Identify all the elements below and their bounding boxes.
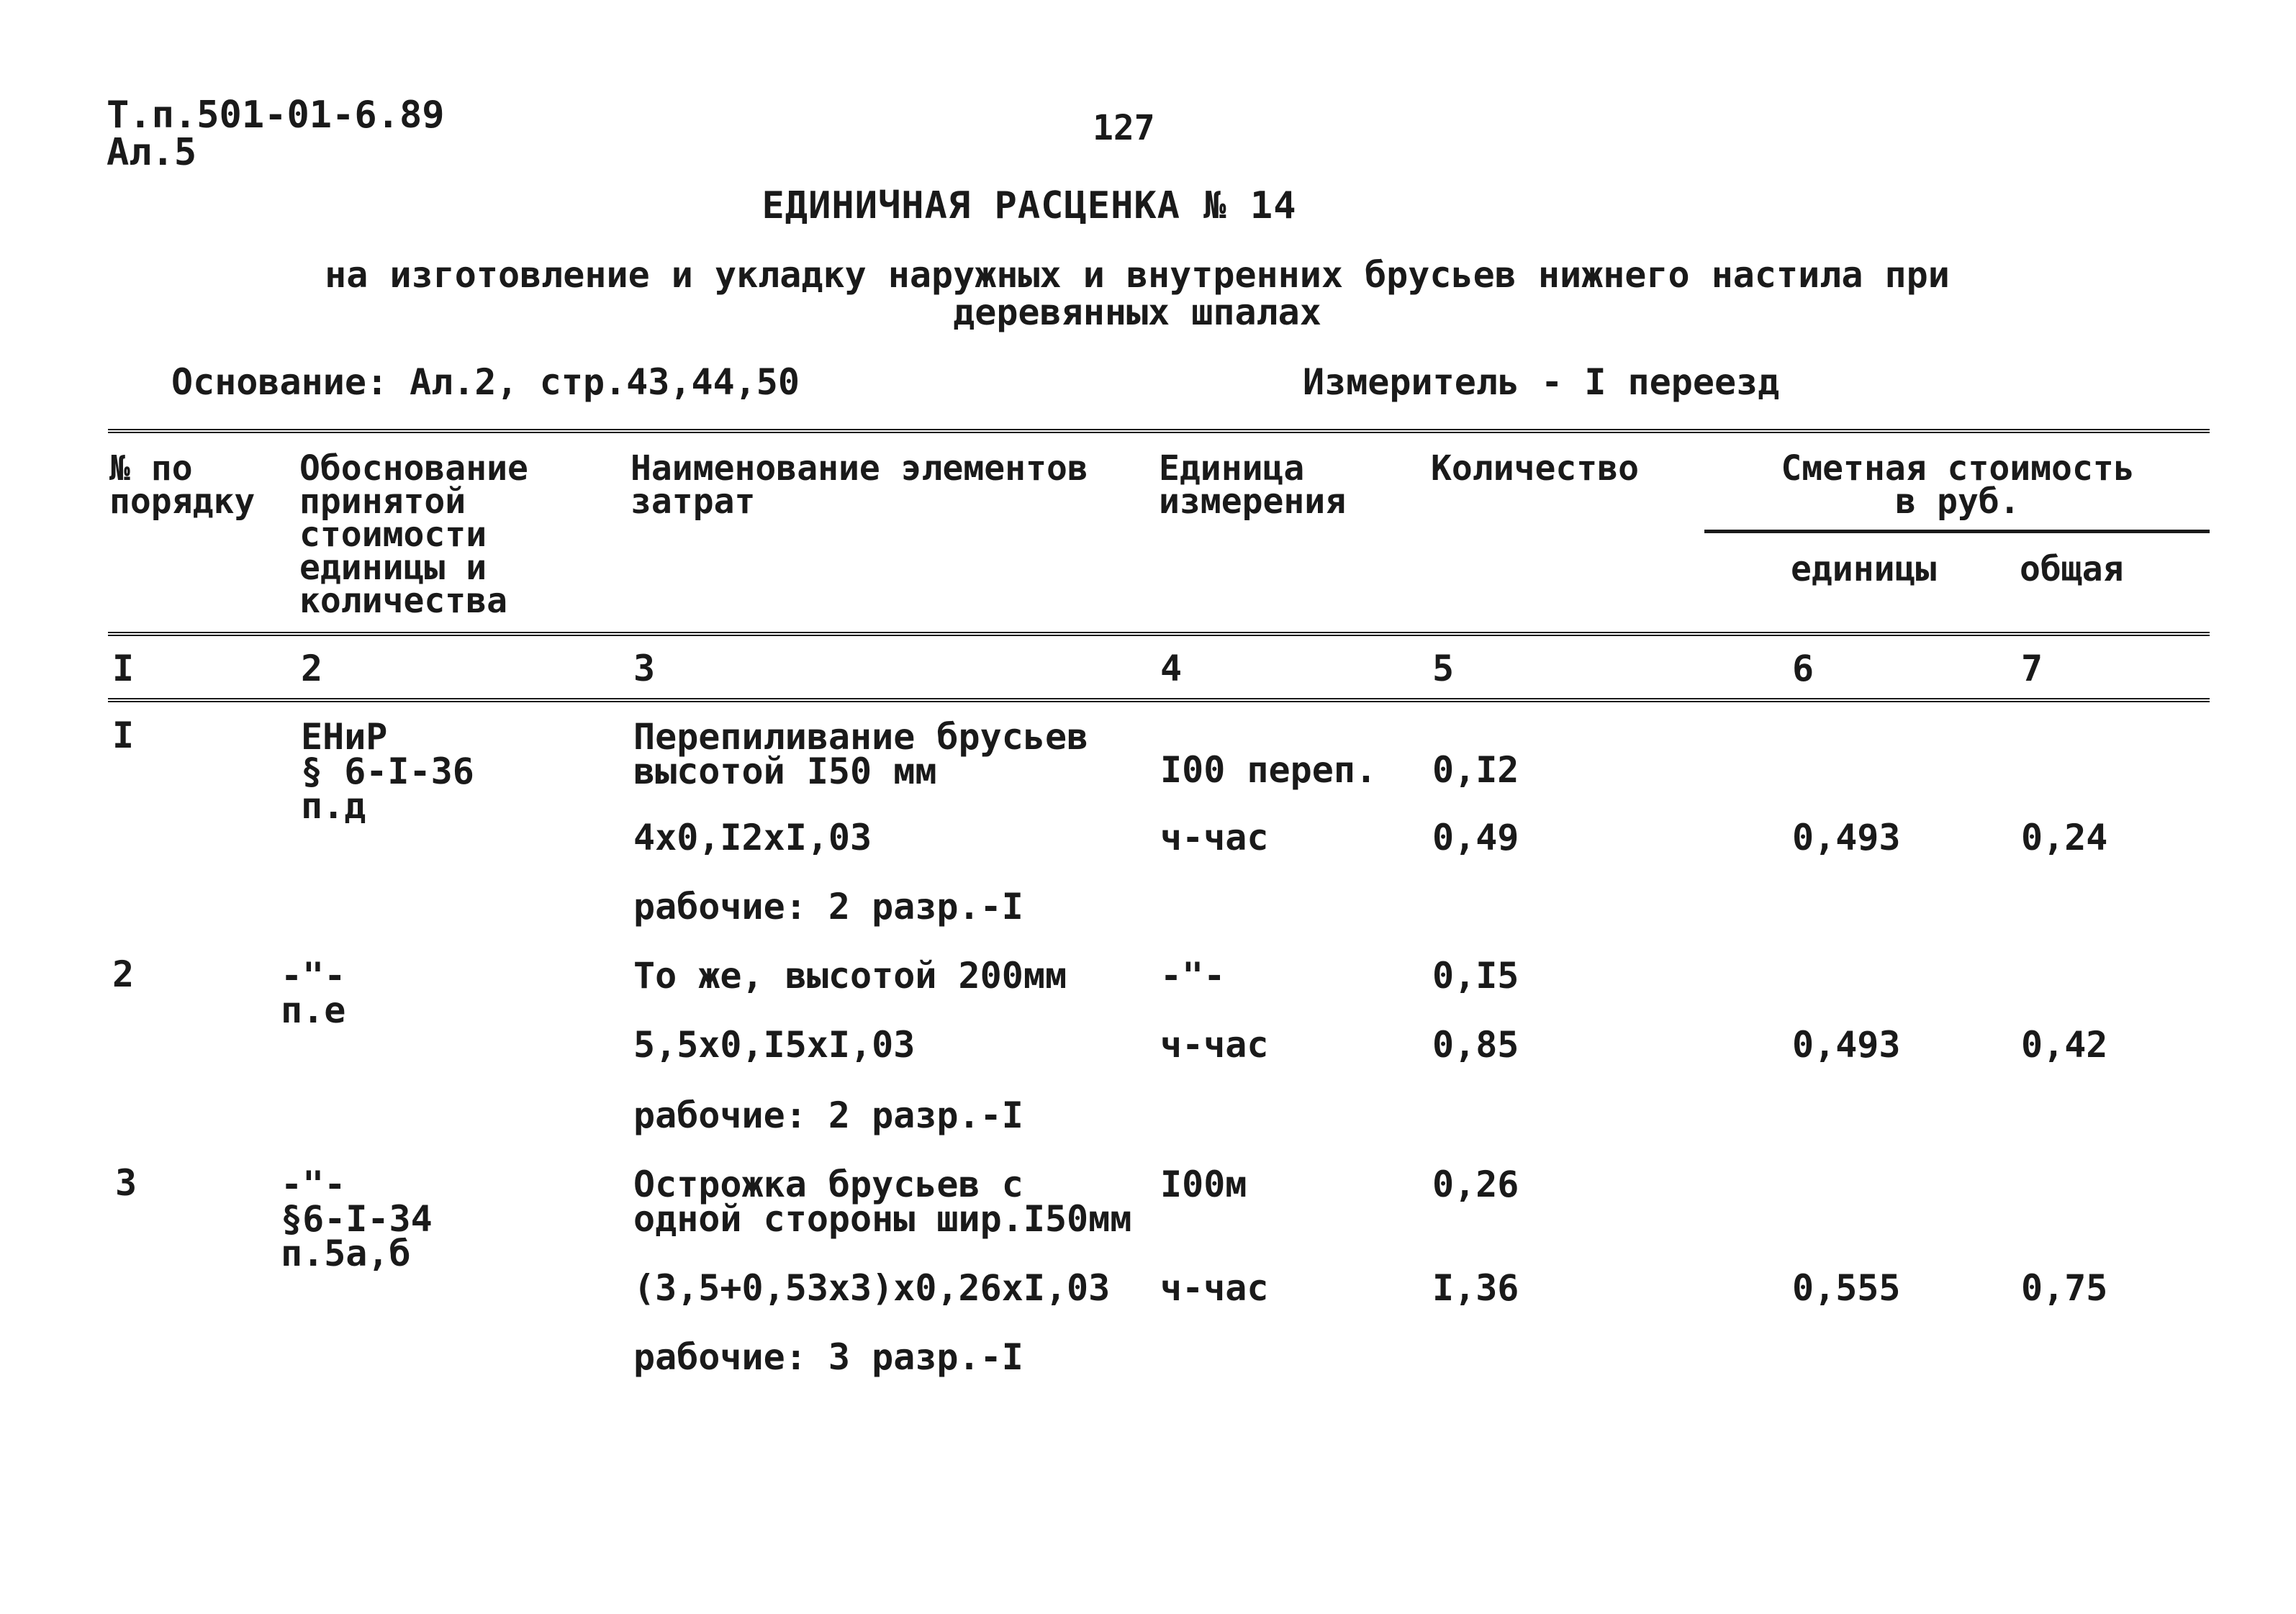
column-number: 4 (1160, 648, 1183, 689)
row-unit: -"- (1160, 955, 1226, 997)
cost-group-rule (1704, 530, 2210, 533)
measure-text: Измеритель - I переезд (1303, 361, 1780, 403)
row-basis: -"- п.е (281, 955, 346, 1031)
row-name: Перепиливание брусьев высотой I50 мм (633, 716, 1089, 792)
column-number: 7 (2021, 648, 2043, 689)
row-name: 4х0,I2хI,03 (633, 817, 872, 858)
row-unit: ч-час (1160, 1267, 1269, 1309)
row-name: рабочие: 2 разр.-I (633, 1094, 1023, 1136)
header-col-unit: Единица измерения (1159, 448, 1347, 522)
row-name: (3,5+0,53х3)х0,26хI,03 (633, 1267, 1111, 1309)
column-number: 3 (633, 648, 656, 689)
row-total: 0,75 (2021, 1267, 2108, 1309)
header-col-basis: Обоснование принятой стоимости единицы и количества (299, 448, 528, 621)
row-quantity: 0,49 (1432, 817, 1519, 858)
header-col-quantity: Количество (1431, 448, 1639, 489)
header-col-unit-cost: единицы (1791, 549, 1937, 589)
column-number: 2 (301, 648, 323, 689)
column-numbers-rule (108, 698, 2210, 705)
row-name: 5,5х0,I5хI,03 (633, 1024, 916, 1066)
row-quantity: I,36 (1432, 1267, 1519, 1309)
row-quantity: 0,I2 (1432, 749, 1519, 791)
row-name: Острожка брусьев с одной стороны шир.I50мм (633, 1164, 1132, 1240)
row-quantity: 0,I5 (1432, 955, 1519, 997)
row-unit: ч-час (1160, 817, 1269, 858)
row-quantity: 0,85 (1432, 1024, 1519, 1066)
row-unit: ч-час (1160, 1024, 1269, 1066)
document-title: ЕДИНИЧНАЯ РАСЦЕНКА № 14 (761, 184, 1297, 227)
header-col-total: общая (2020, 549, 2124, 589)
document-subtitle: на изготовление и укладку наружных и внутренних брусьев нижнего настила при деревянных шпалах (325, 254, 1950, 333)
row-name: То же, высотой 200мм (633, 955, 1067, 997)
row-quantity: 0,26 (1432, 1164, 1519, 1205)
row-unit-cost: 0,493 (1792, 817, 1901, 858)
column-number: I (112, 648, 135, 689)
row-basis: ЕНиР § 6-I-36 п.д (301, 716, 474, 827)
row-name: рабочие: 3 разр.-I (633, 1336, 1023, 1378)
header-cost-group: Сметная стоимость в руб. (1781, 448, 2135, 522)
row-number: I (112, 715, 135, 756)
header-col-number: № по порядку (109, 448, 256, 522)
header-bottom-rule (108, 632, 2210, 639)
row-basis: -"- §6-I-34 п.5а,б (281, 1164, 433, 1274)
row-number: 2 (112, 953, 135, 995)
page-number: 127 (1093, 108, 1155, 148)
table-top-rule (108, 429, 2210, 436)
row-unit-cost: 0,493 (1792, 1024, 1901, 1066)
row-unit: I00м (1160, 1164, 1247, 1205)
document-code: Т.п.501-01-6.89 Ал.5 (107, 94, 445, 174)
column-number: 5 (1432, 648, 1455, 689)
row-name: рабочие: 2 разр.-I (633, 886, 1023, 928)
row-unit: I00 переп. (1160, 749, 1378, 791)
row-total: 0,42 (2021, 1024, 2108, 1066)
basis-text: Основание: Ал.2, стр.43,44,50 (171, 361, 800, 403)
row-number: 3 (115, 1162, 137, 1204)
row-unit-cost: 0,555 (1792, 1267, 1901, 1309)
column-number: 6 (1792, 648, 1814, 689)
header-col-name: Наименование элементов затрат (631, 448, 1088, 522)
row-total: 0,24 (2021, 817, 2108, 858)
